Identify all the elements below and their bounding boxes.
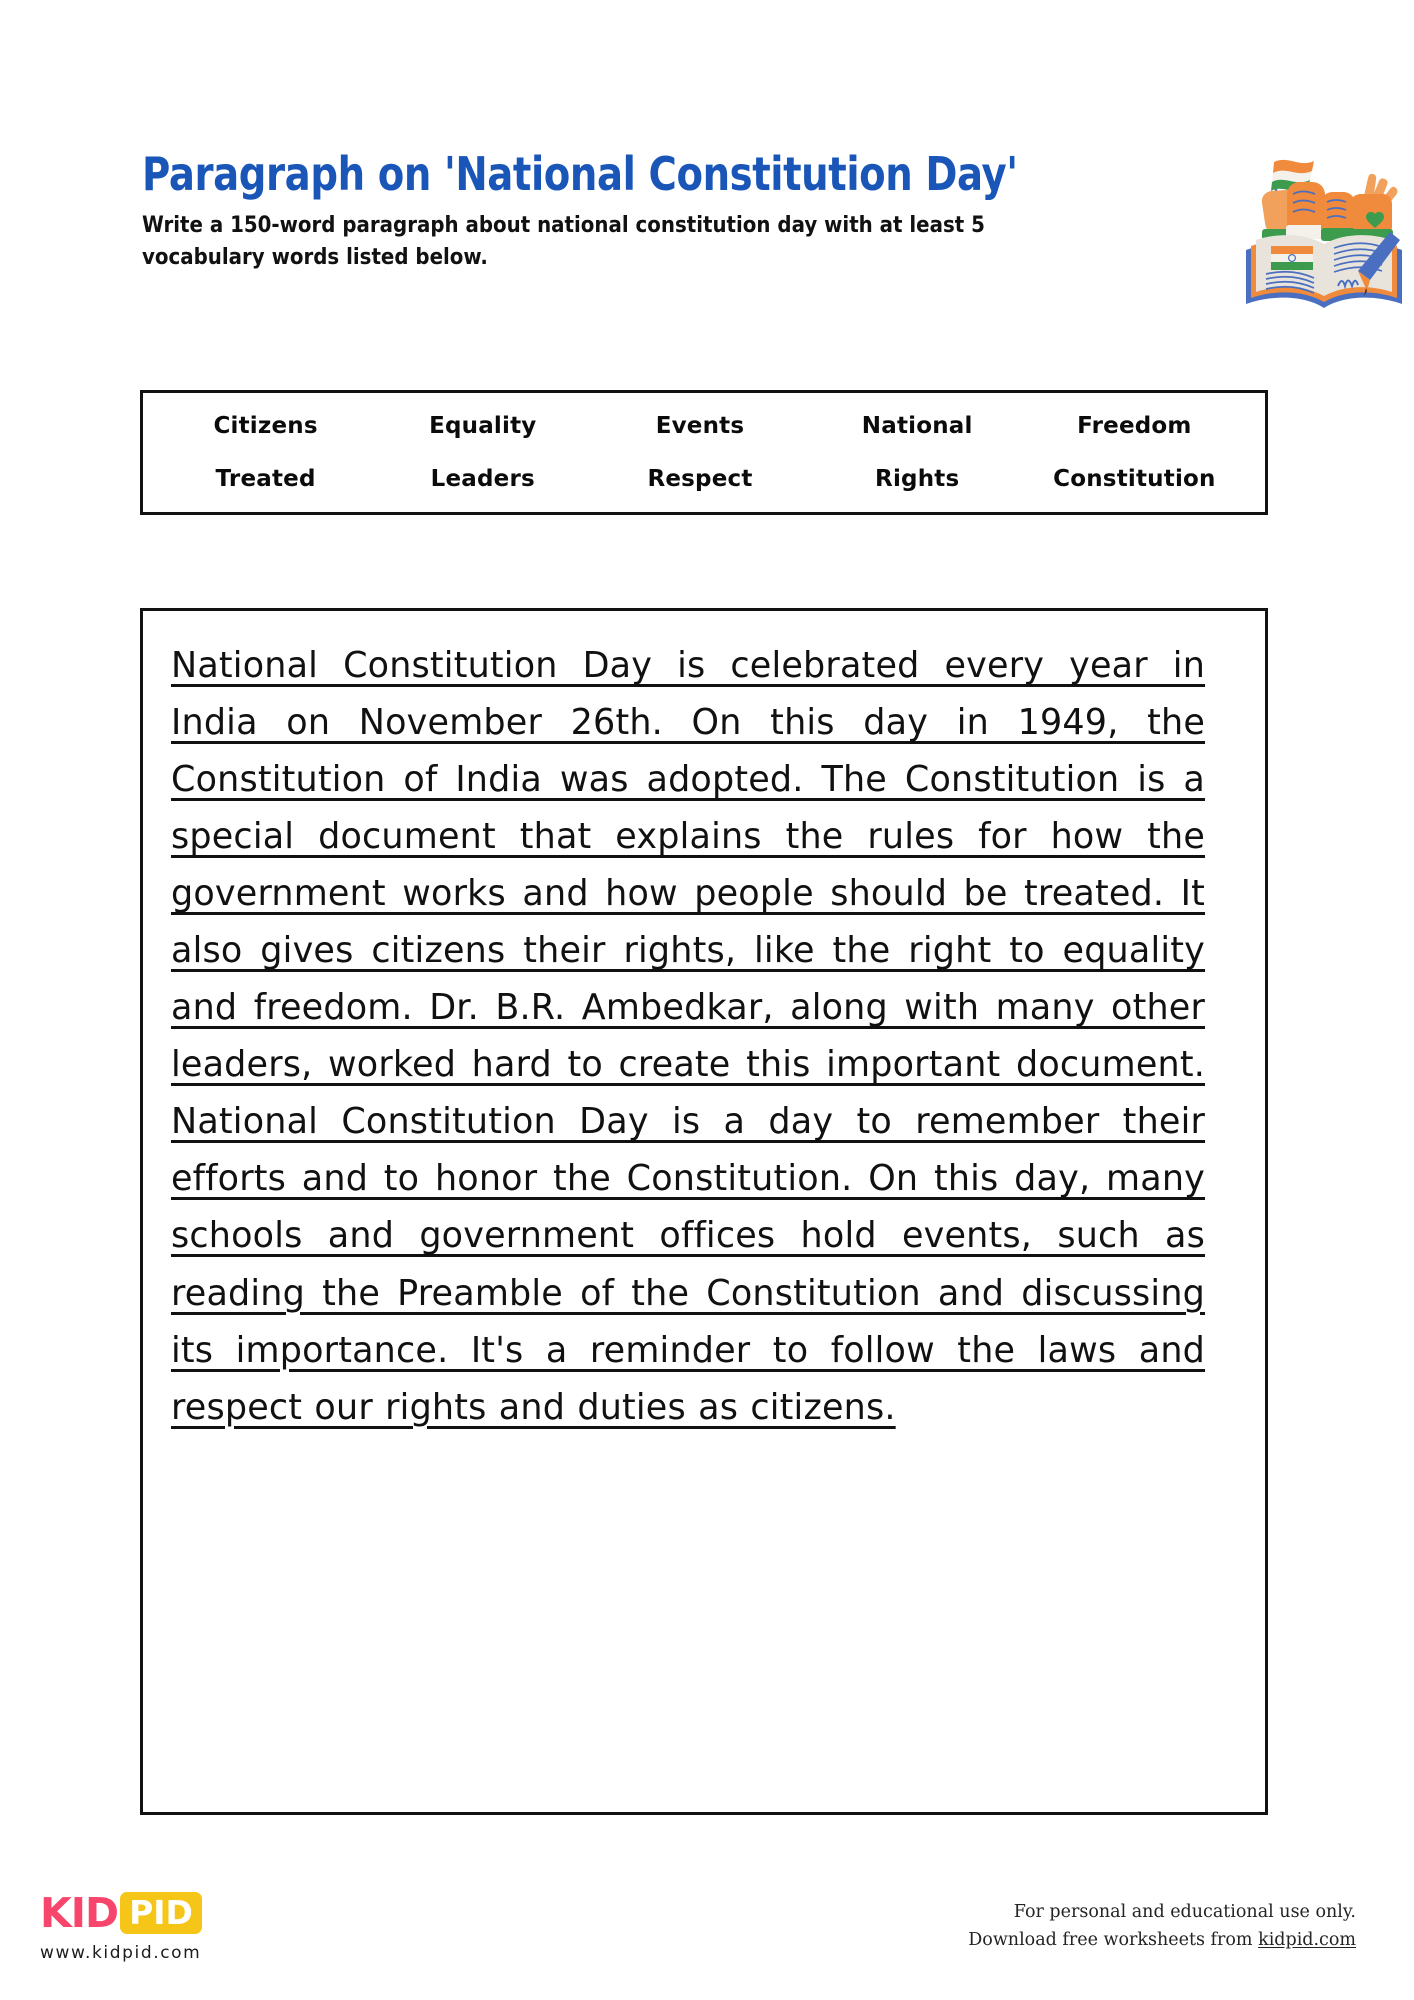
vocabulary-word: Rights	[875, 466, 960, 493]
vocabulary-word: Citizens	[213, 412, 318, 439]
logo-wordmark	[40, 1888, 340, 1937]
page-title: Paragraph on 'National Constitution Day'	[142, 147, 1018, 201]
header	[142, 147, 1252, 274]
constitution-day-illustration	[1238, 128, 1410, 313]
answer-box[interactable]	[140, 608, 1268, 1815]
kidpid-logo	[40, 1888, 340, 1963]
instruction-text: Write a 150-word paragraph about national constitution day with at least 5 vocabulary words listed below.	[142, 211, 985, 270]
vocabulary-word: Respect	[647, 466, 753, 493]
footer-note-line-2	[968, 1926, 1356, 1954]
vocabulary-word: Events	[655, 412, 745, 439]
vocabulary-word-bank	[140, 390, 1268, 515]
vocabulary-word: Leaders	[430, 466, 535, 493]
vocabulary-word: National	[861, 412, 973, 439]
kidpid-link[interactable]: kidpid.com	[1258, 1930, 1356, 1951]
footer-note-line-1: For personal and educational use only.	[1013, 1902, 1356, 1922]
vocabulary-word: Constitution	[1053, 466, 1216, 493]
logo-kid-text: KID	[40, 1888, 119, 1937]
footer-usage-note	[968, 1898, 1356, 1955]
vocabulary-word: Equality	[429, 412, 537, 439]
logo-website-url: www.kidpid.com	[40, 1943, 202, 1963]
logo-pid-badge: PID	[120, 1892, 202, 1934]
vocabulary-word: Treated	[215, 466, 316, 493]
vocabulary-word: Freedom	[1077, 412, 1192, 439]
footer-note-prefix: Download free worksheets from	[968, 1930, 1259, 1951]
vocabulary-grid	[143, 393, 1265, 512]
answer-paragraph: National Constitution Day is celebrated every year in India on November 26th. On this day in 1949, the Constitution of India was adopted. The Constitution is a special document that explains the rules for how the government works and how people should be treated. It also gives citizens their rights, like the right to equality and freedom. Dr. B.R. Ambedkar, along with many other leaders, worked hard to create this important document. National Constitution Day is a day to remember their efforts and to honor the Constitution. On this day, many schools and government offices hold events, such as reading the Preamble of the Constitution and discussing its importance. It's a reminder to follow the laws and respect our rights and duties as citizens.	[171, 645, 1206, 1428]
